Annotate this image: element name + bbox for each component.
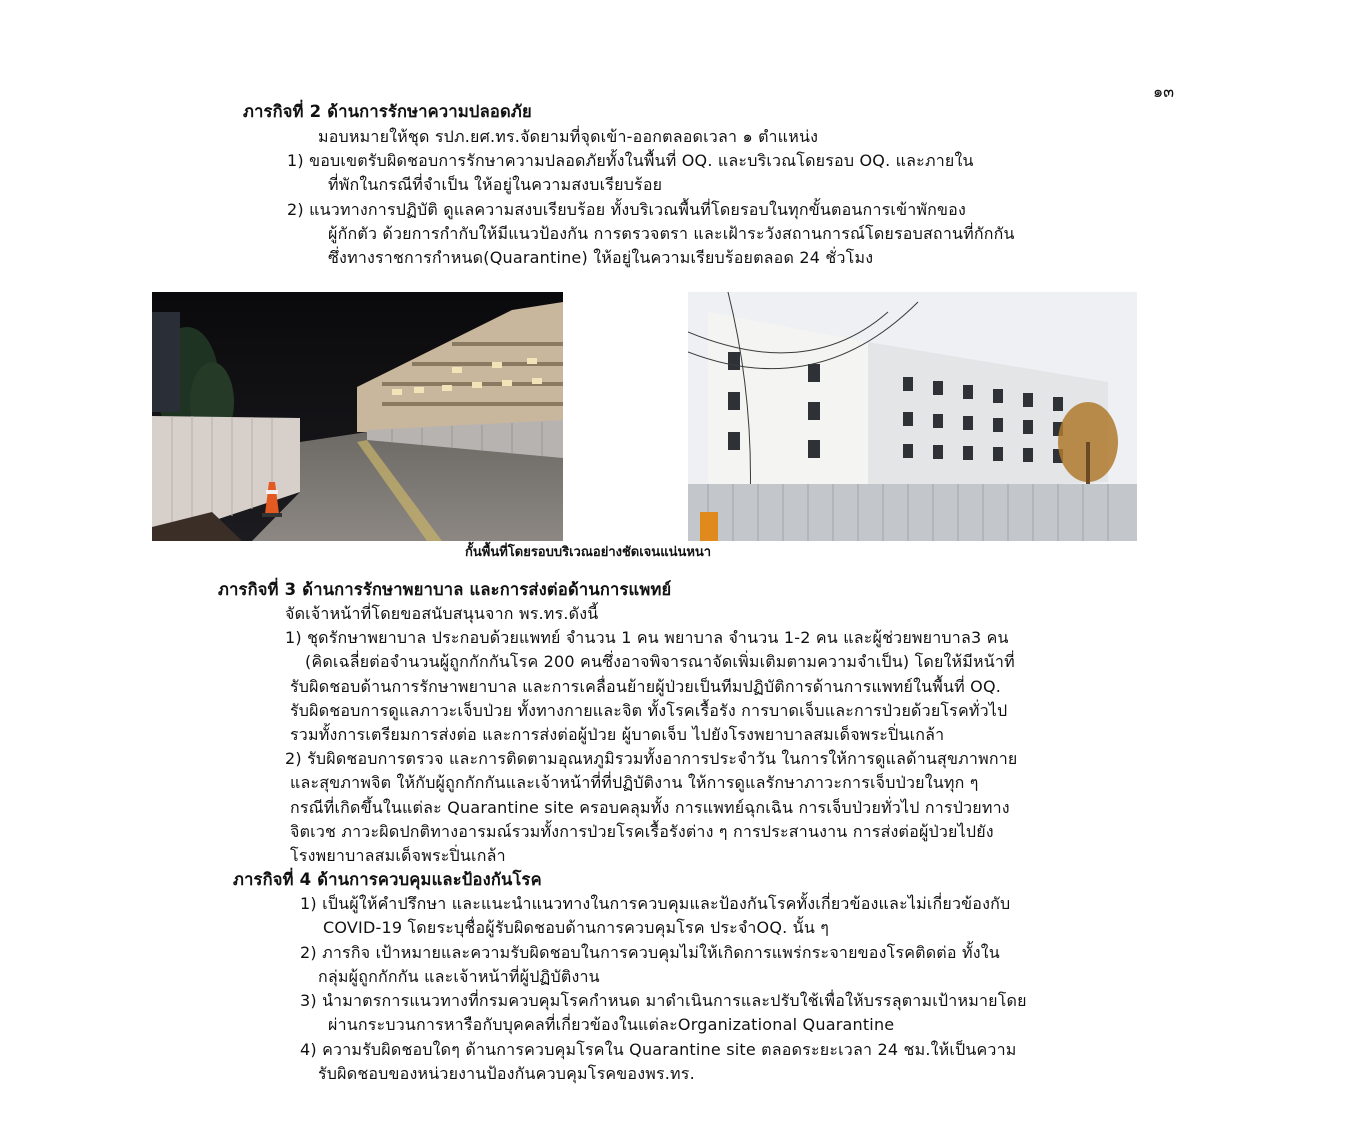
mission2-line: ที่พักในกรณีที่จำเป็น ให้อยู่ในความสงบเรียบร้อย (328, 175, 663, 194)
mission3-line: 1) ชุดรักษาพยาบาล ประกอบด้วยแพทย์ จำนวน 1 คน พยาบาล จำนวน 1-2 คน และผู้ช่วยพยาบาล3 คน (285, 628, 1009, 647)
mission3-line: และสุขภาพจิต ให้กับผู้ถูกกักกันและเจ้าหน้าที่ที่ปฏิบัติงาน ให้การดูแลรักษาภาวะการเจ็บป่วยในทุก ๆ (290, 773, 979, 792)
night-fence-photo (152, 292, 563, 541)
mission2-intro: มอบหมายให้ชุด รปภ.ยศ.ทร.จัดยามที่จุดเข้า-ออกตลอดเวลา ๑ ตำแหน่ง (318, 127, 819, 146)
mission4-line: 2) ภารกิจ เป้าหมายและความรับผิดชอบในการควบคุมไม่ให้เกิดการแพร่กระจายของโรคติดต่อ ทั้งใน (300, 943, 1000, 962)
mission2-line: ซึ่งทางราชการกำหนด(Quarantine) ให้อยู่ในความเรียบร้อยตลอด 24 ชั่วโมง (328, 248, 874, 267)
mission4-line: 4) ความรับผิดชอบใดๆ ด้านการควบคุมโรคใน Quarantine site ตลอดระยะเวลา 24 ชม.ให้เป็นความ (300, 1040, 1017, 1059)
mission3-line: จิตเวช ภาวะผิดปกติทางอารมณ์รวมทั้งการป่วยโรคเรื้อรังต่าง ๆ การประสานงาน การส่งต่อผู้ป่วยไปยัง (290, 822, 994, 841)
mission2-line: 2) แนวทางการปฏิบัติ ดูแลความสงบเรียบร้อย ทั้งบริเวณพื้นที่โดยรอบในทุกขั้นตอนการเข้าพักของ (287, 200, 967, 219)
mission3-line: รับผิดชอบการดูแลภาวะเจ็บป่วย ทั้งทางกายและจิต ทั้งโรคเรื้อรัง การบาดเจ็บและการป่วยด้วยโรคทั่วไป (290, 701, 1008, 720)
mission4-heading: ภารกิจที่ 4 ด้านการควบคุมและป้องกันโรค (233, 870, 542, 889)
mission4-line: COVID-19 โดยระบุชื่อผู้รับผิดชอบด้านการควบคุมโรค ประจำOQ. นั้น ๆ (323, 918, 830, 937)
mission2-heading: ภารกิจที่ 2 ด้านการรักษาความปลอดภัย (243, 102, 532, 121)
building-fence-photo (688, 292, 1137, 541)
mission4-line: กลุ่มผู้ถูกกักกัน และเจ้าหน้าที่ผู้ปฏิบัติงาน (318, 967, 600, 986)
mission3-line: รับผิดชอบด้านการรักษาพยาบาล และการเคลื่อนย้ายผู้ป่วยเป็นทีมปฏิบัติการด้านการแพทย์ในพื้นที่ OQ. (290, 677, 1002, 696)
mission3-line: (คิดเฉลี่ยต่อจำนวนผู้ถูกกักกันโรค 200 คนซึ่งอาจพิจารณาจัดเพิ่มเติมตามความจำเป็น) โดยให้มีหน้าที่ (305, 652, 1015, 671)
mission2-line: ผู้กักตัว ด้วยการกำกับให้มีแนวป้องกัน การตรวจตรา และเฝ้าระวังสถานการณ์โดยรอบสถานที่กักกัน (328, 224, 1015, 243)
mission4-line: รับผิดชอบของหน่วยงานป้องกันควบคุมโรคของพร.ทร. (318, 1064, 695, 1083)
mission3-heading: ภารกิจที่ 3 ด้านการรักษาพยาบาล และการส่งต่อด้านการแพทย์ (218, 580, 672, 599)
photo-caption: กั้นพื้นที่โดยรอบบริเวณอย่างชัดเจนแน่นหนา (465, 545, 712, 560)
mission3-line: 2) รับผิดชอบการตรวจ และการติดตามอุณหภูมิรวมทั้งอาการประจำวัน ในการให้การดูแลด้านสุขภาพกาย (285, 749, 1018, 768)
mission4-line: ผ่านกระบวนการหารือกับบุคคลที่เกี่ยวข้องในแต่ละOrganizational Quarantine (328, 1015, 895, 1034)
mission3-line: กรณีที่เกิดขึ้นในแต่ละ Quarantine site ครอบคลุมทั้ง การแพทย์ฉุกเฉิน การเจ็บป่วยทั่วไป การป่วยทาง (290, 798, 1010, 817)
mission3-line: รวมทั้งการเตรียมการส่งต่อ และการส่งต่อผู้ป่วย ผู้บาดเจ็บ ไปยังโรงพยาบาลสมเด็จพระปิ่นเกล้า (290, 725, 945, 744)
mission3-line: โรงพยาบาลสมเด็จพระปิ่นเกล้า (290, 846, 506, 865)
mission4-line: 1) เป็นผู้ให้คำปรึกษา และแนะนำแนวทางในการควบคุมและป้องกันโรคทั้งเกี่ยวข้องและไม่เกี่ยวข้องกับ (300, 894, 1011, 913)
mission3-intro: จัดเจ้าหน้าที่โดยขอสนับสนุนจาก พร.ทร.ดังนี้ (285, 604, 599, 623)
mission4-line: 3) นำมาตรการแนวทางที่กรมควบคุมโรคกำหนด มาดำเนินการและปรับใช้เพื่อให้บรรลุตามเป้าหมายโดย (300, 991, 1027, 1010)
mission2-line: 1) ขอบเขตรับผิดชอบการรักษาความปลอดภัยทั้งในพื้นที่ OQ. และบริเวณโดยรอบ OQ. และภายใน (287, 151, 974, 170)
page-number: ๑๓ (1153, 82, 1175, 101)
